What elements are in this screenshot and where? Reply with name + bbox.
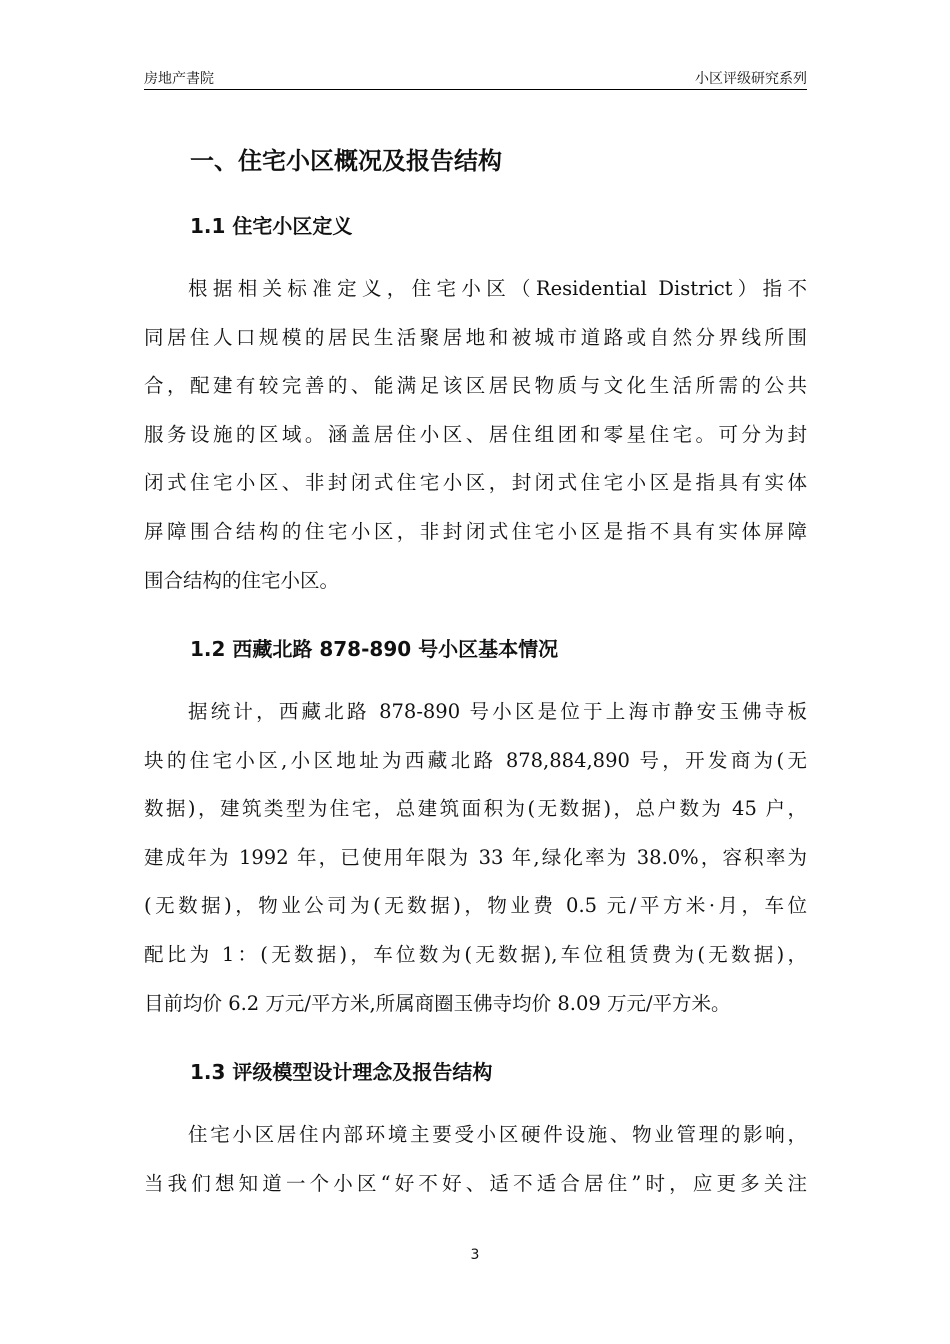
paragraph-line: 住宅小区居住内部环境主要受小区硬件设施、物业管理的影响， [188, 1123, 807, 1146]
section-heading-1-2: 1.2 西藏北路 878-890 号小区基本情况 [190, 637, 559, 661]
header-rule [144, 89, 807, 90]
page-header [144, 66, 807, 88]
paragraph-model-design [144, 1111, 807, 1208]
paragraph-line: 屏障围合结构的住宅小区，非封闭式住宅小区是指不具有实体屏障 [144, 519, 807, 543]
paragraph-line: (无数据)，物业公司为(无数据)，物业费 0.5 元/平方米·月，车位 [144, 894, 807, 918]
paragraph-line: 同居住人口规模的居民生活聚居地和被城市道路或自然分界线所围 [144, 325, 807, 349]
paragraph-line: 围合结构的住宅小区。 [144, 568, 340, 592]
paragraph-line: 闭式住宅小区、非封闭式住宅小区，封闭式住宅小区是指具有实体 [144, 471, 807, 495]
paragraph-line: 数据)，建筑类型为住宅，总建筑面积为(无数据)，总户数为 45 户， [144, 797, 807, 821]
paragraph-line: 合，配建有较完善的、能满足该区居民物质与文化生活所需的公共 [144, 374, 807, 398]
paragraph-line: 块的住宅小区,小区地址为西藏北路 878,884,890 号，开发商为(无 [144, 748, 807, 772]
section-heading-1-3: 1.3 评级模型设计理念及报告结构 [190, 1060, 493, 1084]
paragraph-line: 当我们想知道一个小区“好不好、适不适合居住”时，应更多关注 [144, 1171, 807, 1195]
header-series-title: 小区评级研究系列 [695, 71, 807, 87]
section-heading-1-1: 1.1 住宅小区定义 [190, 214, 353, 238]
header-publisher: 房地产書院 [144, 71, 214, 87]
paragraph-definition [144, 265, 807, 605]
paragraph-line: 配比为 1：(无数据)，车位数为(无数据),车位租赁费为(无数据)， [144, 942, 807, 966]
paragraph-basic-info [144, 688, 807, 1028]
paragraph-line: 目前均价 6.2 万元/平方米,所属商圈玉佛寺均价 8.09 万元/平方米。 [144, 991, 731, 1015]
chapter-title: 一、住宅小区概况及报告结构 [190, 147, 502, 175]
page-number: 3 [470, 1247, 480, 1263]
paragraph-line: 据统计，西藏北路 878-890 号小区是位于上海市静安玉佛寺板 [188, 700, 807, 723]
paragraph-line: 根据相关标准定义，住宅小区（Residential District）指不 [188, 277, 807, 300]
paragraph-line: 建成年为 1992 年，已使用年限为 33 年,绿化率为 38.0%，容积率为 [144, 845, 807, 869]
paragraph-line: 服务设施的区域。涵盖居住小区、居住组团和零星住宅。可分为封 [144, 422, 807, 446]
